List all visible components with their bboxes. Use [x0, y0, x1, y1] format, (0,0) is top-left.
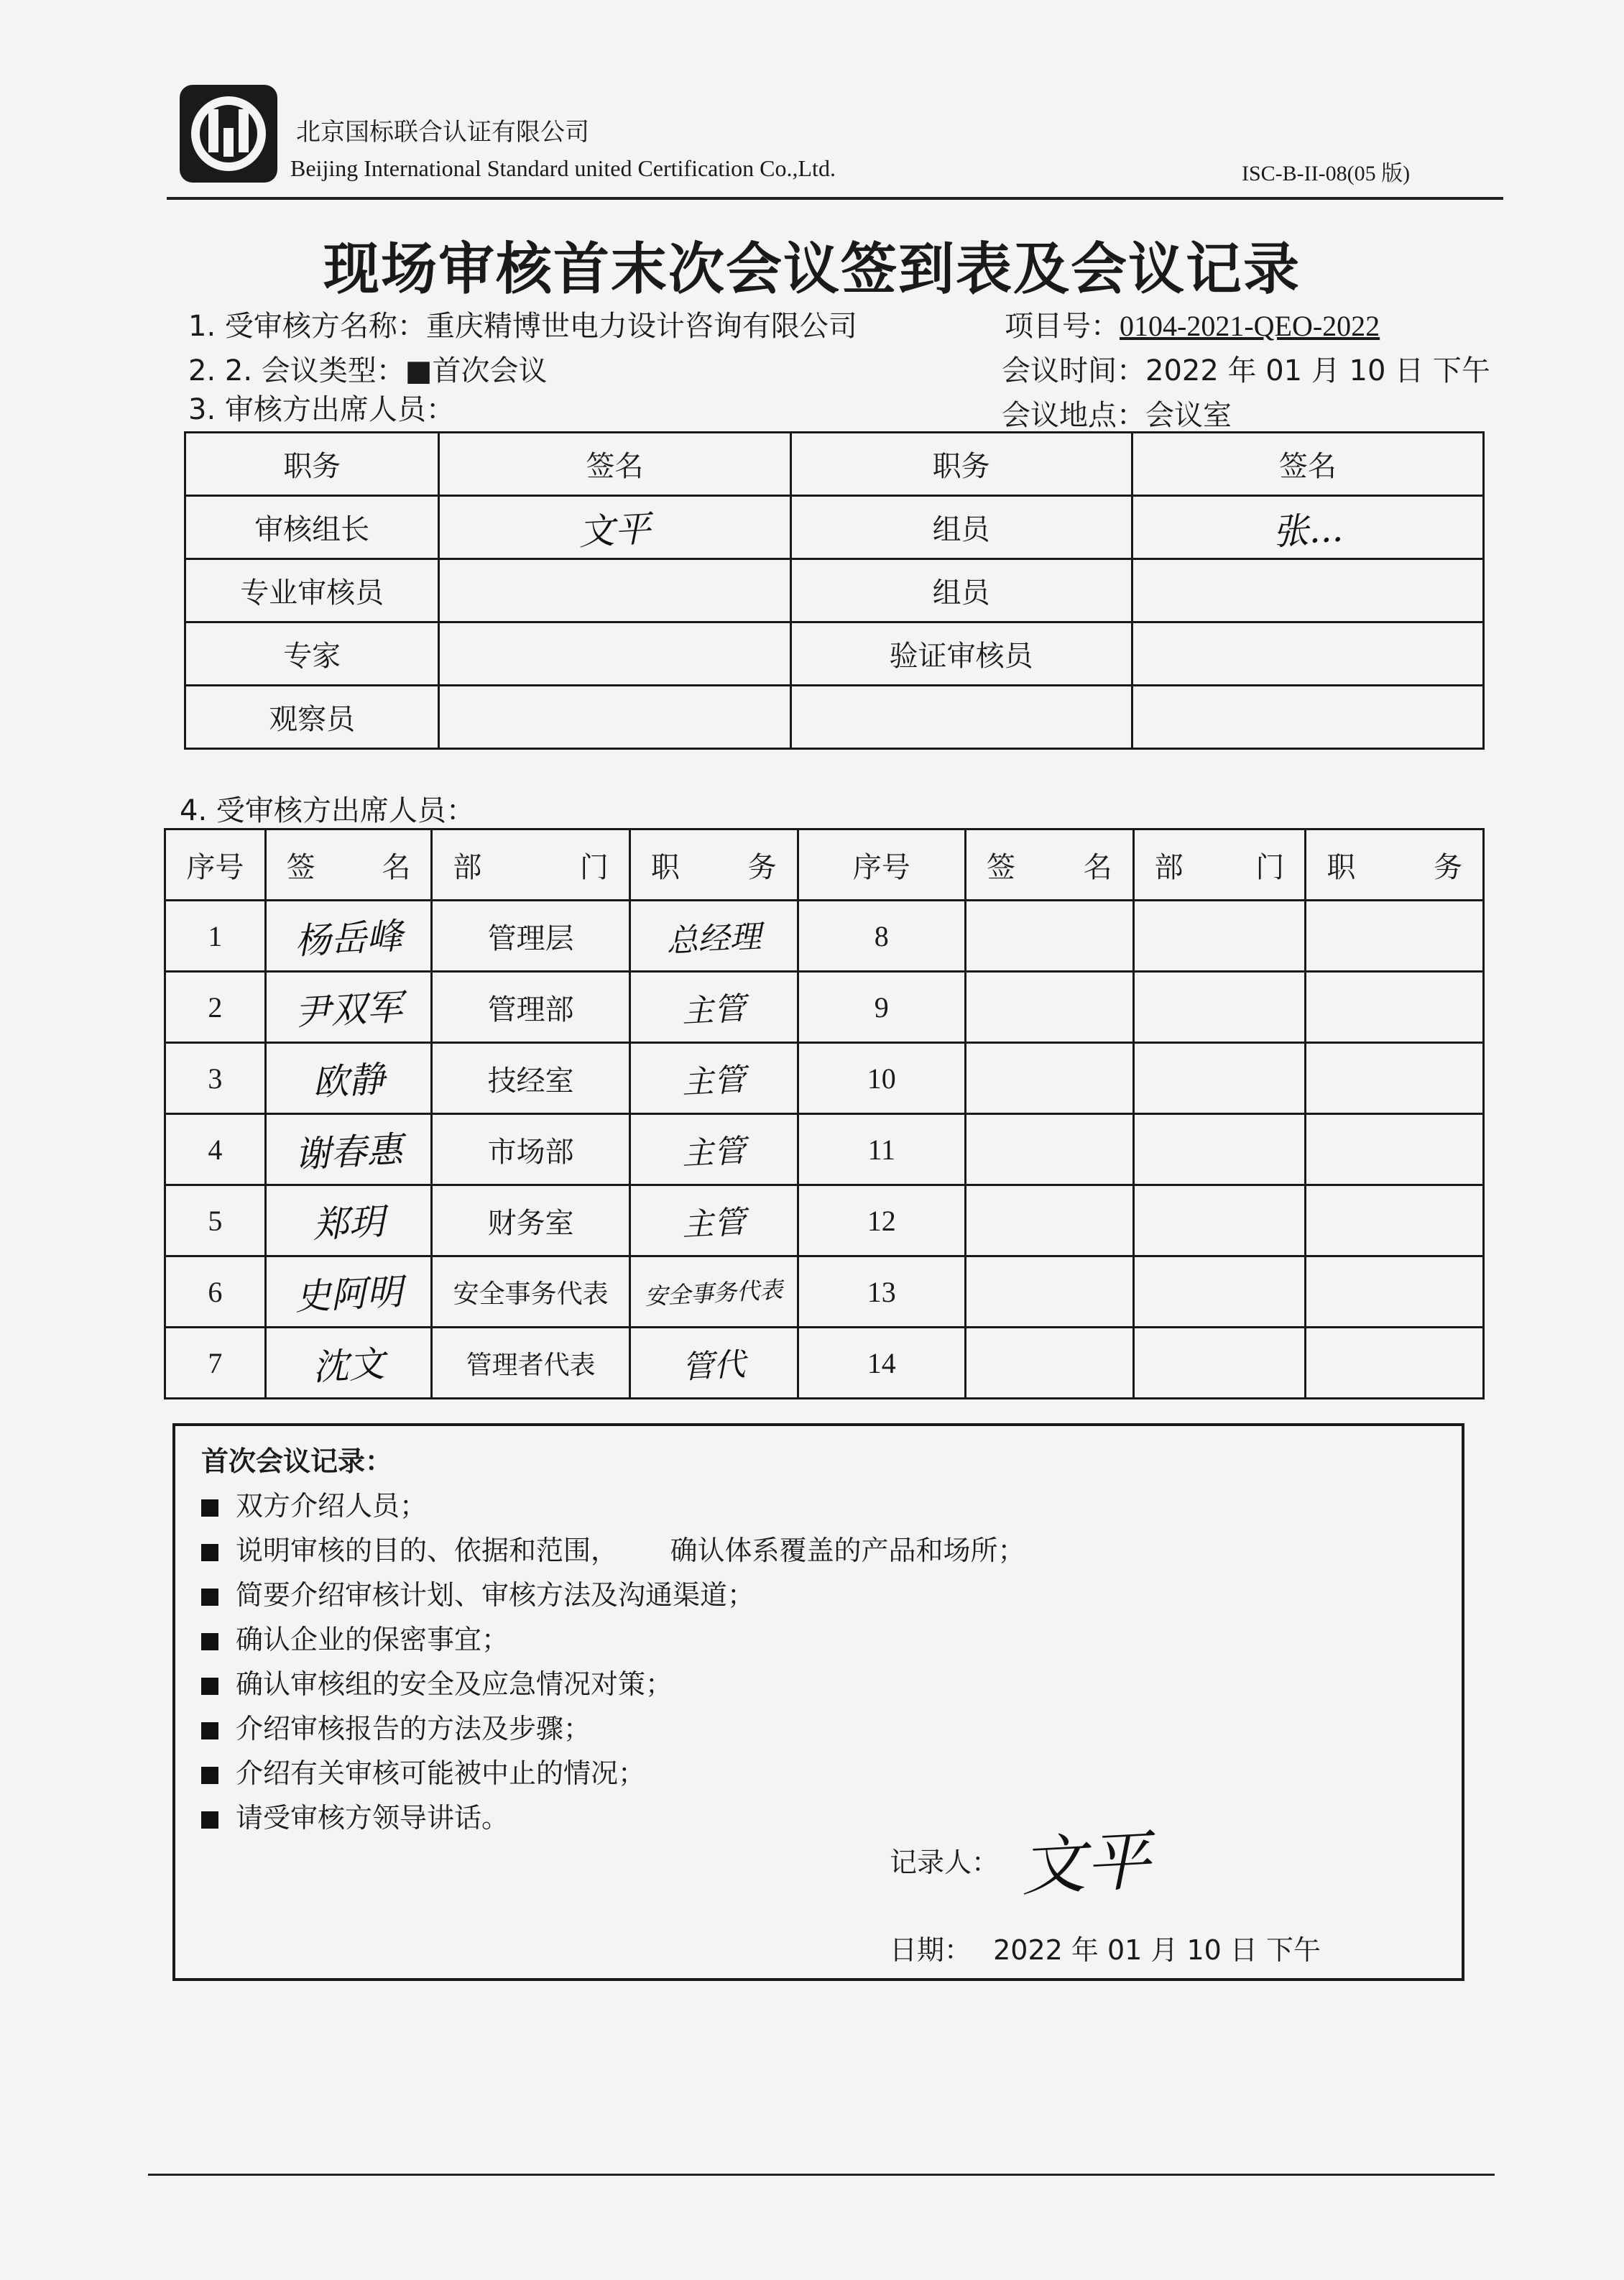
recorder-label: 记录人： — [890, 1847, 1000, 1878]
row-index: 6 — [165, 1256, 266, 1328]
signature-cell — [965, 972, 1133, 1043]
header-index: 序号 — [165, 829, 266, 901]
header-signature — [965, 829, 1133, 901]
header-text: 签 — [286, 850, 315, 884]
auditor-attendance-table — [184, 431, 1485, 750]
bullet-square-icon — [201, 1589, 218, 1606]
row-index: 3 — [165, 1043, 266, 1114]
meeting-time-value: 2022 年 01 月 10 日 下午 — [1145, 354, 1490, 387]
bullet-square-icon — [201, 1633, 218, 1650]
title-cell — [1306, 1328, 1484, 1399]
department-cell: 安全事务代表 — [432, 1256, 630, 1328]
role-cell: 组员 — [790, 496, 1132, 559]
header-text: 门 — [579, 850, 609, 884]
project-number-label: 项目号： — [1005, 310, 1120, 343]
handwritten-signature: 史阿明 — [293, 1271, 404, 1318]
document-code: ISC-B-II-08(05 版) — [1242, 162, 1411, 185]
row-index: 10 — [798, 1043, 965, 1114]
header-text: 门 — [1255, 850, 1285, 884]
title-cell — [1306, 1185, 1484, 1256]
department-cell — [1133, 1256, 1306, 1328]
header-role: 职务 — [185, 433, 439, 496]
handwritten-signature: 沈文 — [311, 1343, 386, 1389]
header-text: 名 — [382, 850, 411, 884]
date-label: 日期： — [890, 1934, 972, 1966]
table-row — [165, 1185, 1484, 1256]
department-cell: 管理部 — [432, 972, 630, 1043]
row-index: 11 — [798, 1114, 965, 1185]
record-item-text: 说明审核的目的、依据和范围， 确认体系覆盖的产品和场所； — [236, 1535, 1025, 1566]
header-title — [1306, 829, 1484, 901]
meeting-time-line — [1002, 348, 1490, 389]
row-index: 9 — [798, 972, 965, 1043]
record-list-item — [201, 1662, 673, 1701]
row-index: 13 — [798, 1256, 965, 1328]
bullet-square-icon — [201, 1544, 218, 1561]
handwritten-title: 主管 — [681, 1061, 747, 1102]
record-item-text: 确认审核组的安全及应急情况对策； — [236, 1668, 673, 1700]
header-signature: 签名 — [1132, 433, 1483, 496]
title-cell — [629, 1185, 798, 1256]
department-cell — [1133, 1043, 1306, 1114]
table-row — [165, 972, 1484, 1043]
record-item-text: 请受审核方领导讲话。 — [236, 1802, 509, 1834]
table-row — [185, 622, 1484, 686]
title-cell — [629, 901, 798, 972]
meeting-place-label: 会议地点： — [1002, 399, 1145, 432]
header-signature — [265, 829, 432, 901]
title-cell — [629, 1114, 798, 1185]
auditor-attendees-label: 3. 审核方出席人员： — [188, 393, 455, 426]
signature-cell — [265, 1256, 432, 1328]
title-cell — [1306, 972, 1484, 1043]
page-title: 现场审核首末次会议签到表及会议记录 — [323, 237, 1301, 302]
handwritten-signature: 尹双军 — [293, 986, 404, 1034]
auditee-name-value: 重庆精博世电力设计咨询有限公司 — [425, 310, 857, 343]
logo-mark-icon — [180, 85, 277, 183]
header-text: 职 — [1327, 850, 1356, 884]
record-item-text: 介绍审核报告的方法及步骤； — [236, 1713, 591, 1745]
row-index: 2 — [165, 972, 266, 1043]
row-index: 7 — [165, 1328, 266, 1399]
record-item-text: 双方介绍人员； — [236, 1490, 428, 1522]
record-list-item — [201, 1796, 509, 1835]
signature-cell — [439, 622, 790, 686]
recorder-signature-wrap — [1018, 1811, 1153, 1906]
header-text: 职 — [650, 850, 680, 884]
signature-cell — [965, 901, 1133, 972]
handwritten-signature: 谢春惠 — [293, 1128, 404, 1176]
department-cell — [1133, 1328, 1306, 1399]
table-row — [165, 901, 1484, 972]
signature-cell — [965, 1043, 1133, 1114]
role-cell: 审核组长 — [185, 496, 439, 559]
signature-cell — [265, 901, 432, 972]
table-row — [185, 496, 1484, 559]
signature-cell — [1132, 686, 1483, 749]
department-cell — [1133, 1185, 1306, 1256]
title-cell — [629, 1328, 798, 1399]
bullet-square-icon — [201, 1811, 218, 1829]
meeting-record-title: 首次会议记录： — [201, 1445, 393, 1477]
auditee-name-line — [188, 303, 857, 344]
handwritten-signature: 杨岳峰 — [293, 915, 404, 962]
header-text: 务 — [1434, 850, 1462, 884]
row-index: 12 — [798, 1185, 965, 1256]
header-index: 序号 — [798, 829, 965, 901]
company-logo — [180, 85, 277, 183]
table-header-row — [165, 829, 1484, 901]
department-cell: 管理层 — [432, 901, 630, 972]
meeting-type-line — [188, 348, 548, 389]
header-text: 部 — [1154, 850, 1184, 884]
handwritten-title: 主管 — [681, 1203, 747, 1244]
department-cell — [1133, 1114, 1306, 1185]
handwritten-signature: 欧静 — [311, 1058, 386, 1104]
header-signature: 签名 — [439, 433, 790, 496]
meeting-time-label: 会议时间： — [1002, 354, 1145, 387]
header-department — [432, 829, 630, 901]
record-list-item — [201, 1484, 427, 1523]
record-list-item — [201, 1751, 645, 1791]
table-row — [165, 1256, 1484, 1328]
company-name-cn: 北京国标联合认证有限公司 — [296, 118, 589, 147]
row-index: 1 — [165, 901, 266, 972]
title-cell — [1306, 901, 1484, 972]
signature-cell — [1132, 496, 1483, 559]
signature-cell — [265, 972, 432, 1043]
table-row — [165, 1114, 1484, 1185]
department-cell: 市场部 — [432, 1114, 630, 1185]
project-number-value: 0104-2021-QEO-2022 — [1120, 310, 1380, 342]
signature-cell — [965, 1256, 1133, 1328]
bullet-square-icon — [201, 1678, 218, 1695]
handwritten-signature: 张... — [1271, 507, 1344, 553]
department-cell: 财务室 — [432, 1185, 630, 1256]
role-cell: 组员 — [790, 559, 1132, 622]
signature-cell — [1132, 622, 1483, 686]
meeting-type-value: ■首次会议 — [405, 354, 548, 387]
title-cell — [1306, 1114, 1484, 1185]
footer-divider — [148, 2174, 1495, 2176]
department-cell — [1133, 901, 1306, 972]
bullet-square-icon — [201, 1722, 218, 1739]
header-title — [629, 829, 798, 901]
bullet-square-icon — [201, 1499, 218, 1517]
date-value: 2022 年 01 月 10 日 下午 — [993, 1934, 1321, 1966]
handwritten-signature: 郑玥 — [311, 1200, 386, 1246]
record-list-item — [201, 1573, 755, 1612]
role-cell: 专业审核员 — [185, 559, 439, 622]
signature-cell — [265, 1114, 432, 1185]
record-item-text: 介绍有关审核可能被中止的情况； — [236, 1757, 646, 1789]
bullet-square-icon — [201, 1767, 218, 1784]
role-cell: 专家 — [185, 622, 439, 686]
project-number-line — [1005, 303, 1380, 344]
title-cell — [1306, 1256, 1484, 1328]
signature-cell — [1132, 559, 1483, 622]
record-list-item — [201, 1528, 1025, 1568]
table-row — [185, 559, 1484, 622]
header-department — [1133, 829, 1306, 901]
record-list-item — [201, 1617, 509, 1657]
header-text: 务 — [747, 850, 777, 884]
signature-cell — [965, 1114, 1133, 1185]
handwritten-title: 主管 — [681, 990, 747, 1031]
row-index: 8 — [798, 901, 965, 972]
department-cell: 技经室 — [432, 1043, 630, 1114]
handwritten-signature: 文平 — [578, 507, 652, 553]
title-cell — [629, 972, 798, 1043]
title-cell — [629, 1043, 798, 1114]
handwritten-signature: 文平 — [1018, 1823, 1153, 1906]
handwritten-title: 总经理 — [665, 918, 762, 960]
header-divider — [167, 197, 1503, 200]
table-row — [165, 1328, 1484, 1399]
record-item-text: 确认企业的保密事宜； — [236, 1624, 509, 1655]
auditee-attendees-label: 4. 受审核方出席人员： — [180, 794, 475, 827]
department-cell — [1133, 972, 1306, 1043]
auditee-attendance-table — [164, 828, 1485, 1399]
role-cell — [790, 686, 1132, 749]
signature-cell — [965, 1185, 1133, 1256]
record-item-text: 简要介绍审核计划、审核方法及沟通渠道； — [236, 1579, 755, 1611]
meeting-place-value: 会议室 — [1145, 399, 1232, 432]
signature-cell — [439, 559, 790, 622]
signature-cell — [965, 1328, 1133, 1399]
header-role: 职务 — [790, 433, 1132, 496]
table-row — [165, 1043, 1484, 1114]
role-cell: 观察员 — [185, 686, 439, 749]
table-row — [185, 686, 1484, 749]
record-list-item — [201, 1706, 591, 1746]
table-header-row — [185, 433, 1484, 496]
row-index: 4 — [165, 1114, 266, 1185]
row-index: 5 — [165, 1185, 266, 1256]
header-text: 部 — [453, 850, 482, 884]
meeting-type-label: 2. 2. 会议类型： — [188, 354, 405, 387]
department-cell: 管理者代表 — [432, 1328, 630, 1399]
role-cell: 验证审核员 — [790, 622, 1132, 686]
signature-cell — [265, 1043, 432, 1114]
handwritten-title: 管代 — [681, 1346, 747, 1387]
signature-cell — [439, 496, 790, 559]
signature-cell — [439, 686, 790, 749]
title-cell — [1306, 1043, 1484, 1114]
auditee-name-label: 1. 受审核方名称： — [188, 310, 426, 343]
title-cell — [629, 1256, 798, 1328]
signature-cell — [265, 1185, 432, 1256]
handwritten-title: 主管 — [681, 1132, 747, 1173]
header-text: 签 — [986, 850, 1015, 884]
record-date-line — [890, 1928, 1321, 1967]
header-text: 名 — [1083, 850, 1112, 884]
meeting-place-line — [1002, 392, 1232, 433]
company-name-en: Beijing International Standard united Certification Co.,Ltd. — [290, 155, 836, 181]
row-index: 14 — [798, 1328, 965, 1399]
handwritten-title: 安全事务代表 — [644, 1275, 784, 1310]
signature-cell — [265, 1328, 432, 1399]
